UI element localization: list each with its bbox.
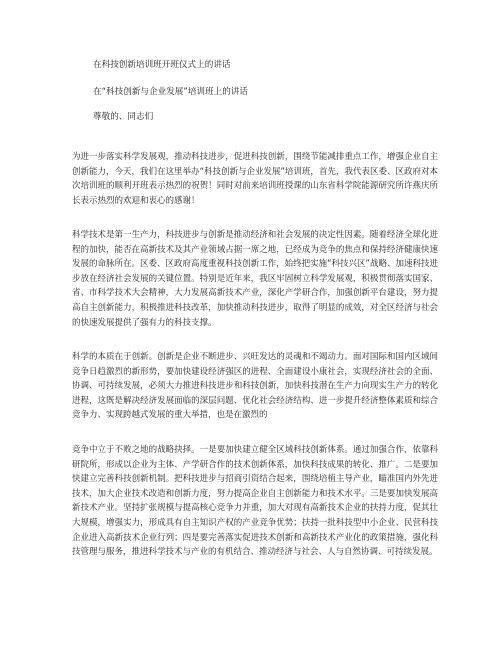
salutation: 尊敬的、同志们 — [93, 112, 154, 122]
paragraph-2: 科学技术是第一生产力，科技进步与创新是推动经济和社会发展的决定性因素。随着经济全球化进程的加快，能否在高新技术及其产业领域占据一席之地，已经成为竞争的焦点和保持经济健康快速发展的命脉所在。区委、区政府高度重视科技创新工作，始终把实施“科技兴区”战略、加速科技进步放在经济社会发展的关键位置。特别是近年来，我区牢固树立科学发展观，积极贯彻落实国家、省、市科学技术大会精神，大力发展高新技术产业，深化产学研合作，加强创新平台建设，努力提高自主创新能力，积极推进科技改革，加快推动科技进步，取得了明显的成效，对全区经济与社会的快速发展提供了强有力的科技支撑。 — [72, 230, 438, 328]
paragraph-3: 科学的本质在于创新。创新是企业不断进步、兴旺发达的灵魂和不竭动力。面对国际和国内区域间竞争日趋激烈的新形势，要加快建设经济强区的进程、全面建设小康社会，实现经济社会的全面、协调、可持续发展，必须大力推进科技进步和科技创新，加快科技潜在生产力向现实生产力的转化进程，这既是解决经济发展面临的深层问题、优化社会经济结构、进一步提升经济整体素质和综合竞争力、实现跨越式发展的重大举措，也是在激烈的 — [72, 352, 438, 421]
training-title: 在“科技创新与企业发展”培训班上的讲话 — [93, 87, 248, 97]
paragraph-4: 竞争中立于不败之地的战略抉择。一是要加快建立健全区域科技创新体系。通过加强合作，依靠科研院所，形成以企业为主体、产学研合作的技术创新体系，加快科技成果的转化、推广。二是要加快建立完善科技创新机制。把科技进步与招商引资结合起来，围绕培植主导产业，瞄准国内外先进技术，加大企业技术改造和创新力度，努力提高企业自主创新能力和技术水平。三是要加快发展高新技术产业。坚持扩张规模与提高核心竞争力并重，加大对现有高新技术企业的扶持力度，促其壮大规模，增强实力，形成具有自主知识产权的产业竞争优势；扶持一批科技型中小企业、民营科技企业进入高新技术企业行列；四是要完善落实促进技术创新和高新技术产业化的政策措施，强化科技管理与服务，推进科学技术与产业的有机结合、推动经济与社会、人与自然协调、可持续发展。 — [72, 445, 438, 558]
paragraph-1: 为进一步落实科学发展观，推动科技进步，促进科技创新，围绕节能减排重点工作，增强企业自主创新能力，今天，我们在这里举办“科技创新与企业发展”培训班，首先，我代表区委、区政府对本次培训班的顺利开班表示热烈的祝贺！同时对前来培训班授课的山东省科学院能源研究所许燕庆所长表示热烈的欢迎和衷心的感谢！ — [72, 152, 438, 206]
document-title: 在科技创新培训班开班仪式上的讲话 — [93, 60, 231, 70]
